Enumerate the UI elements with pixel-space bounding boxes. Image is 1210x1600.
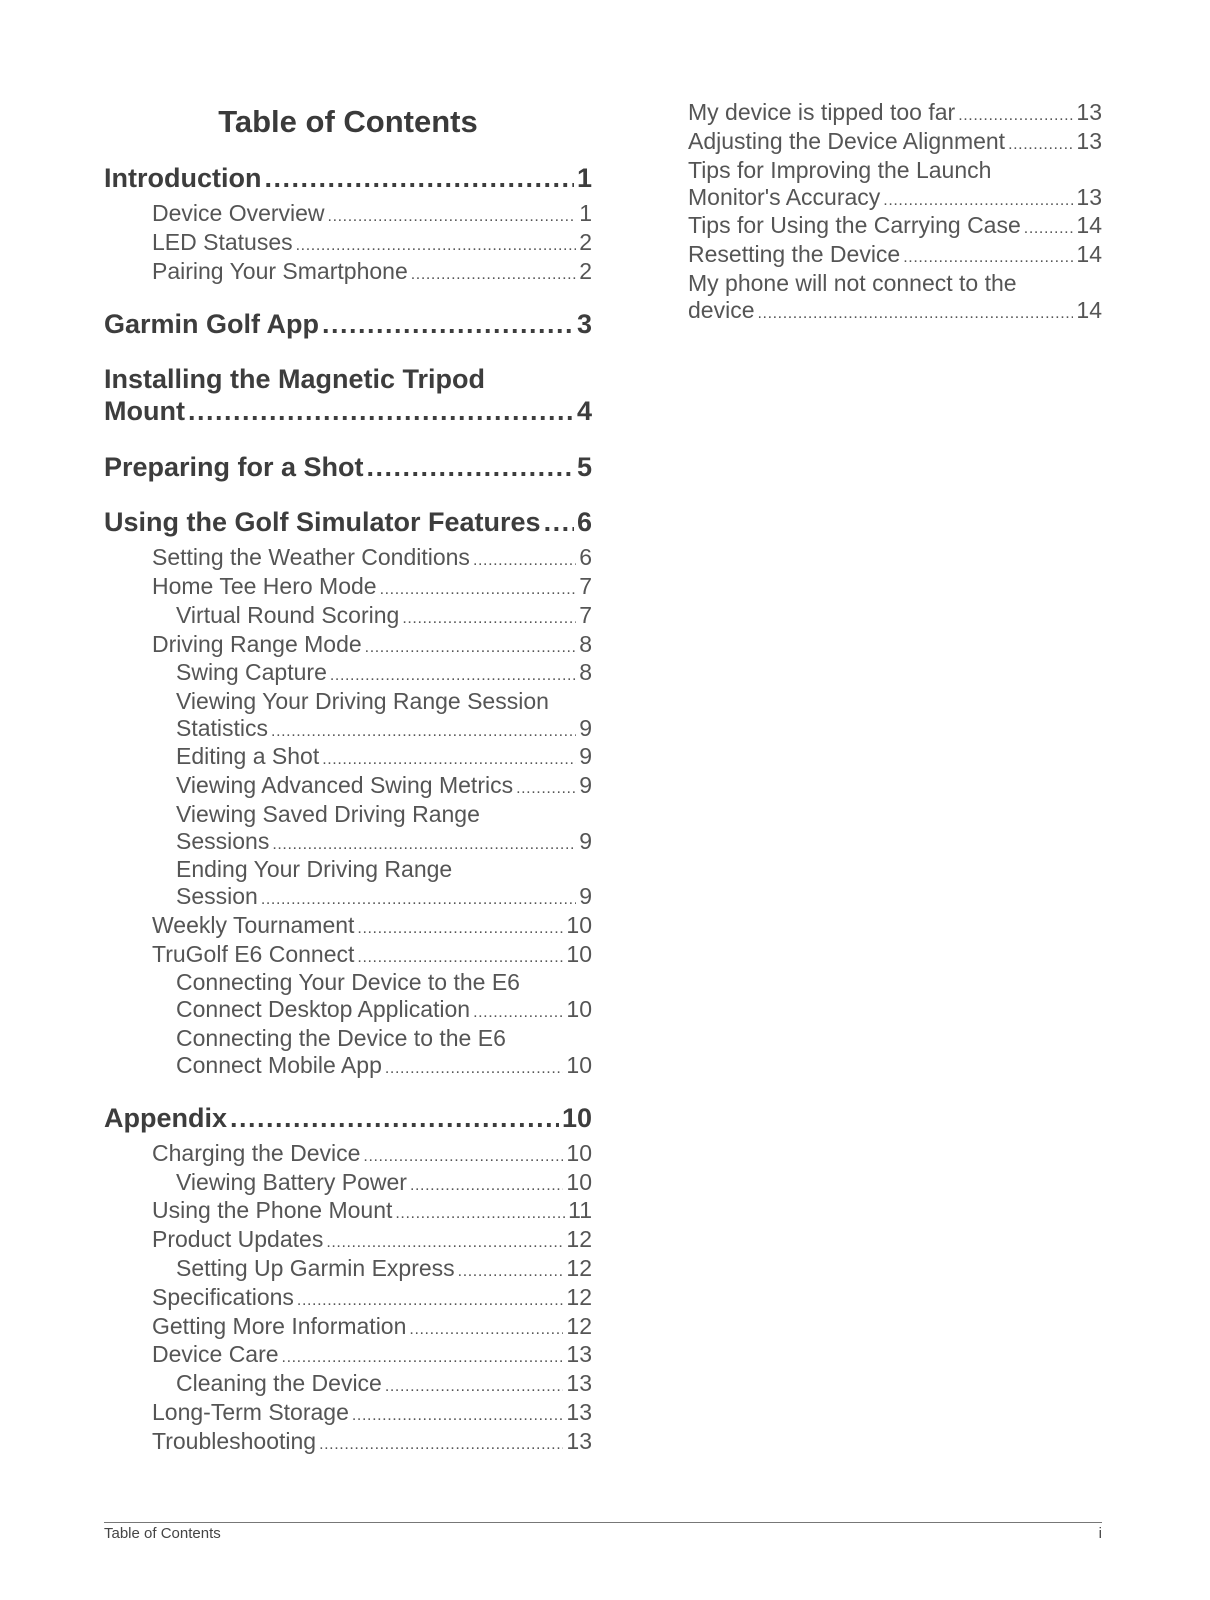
dot-leader [411,261,576,288]
toc-entry-title: Resetting the Device [688,241,901,267]
toc-entry-title: Troubleshooting [152,1428,317,1454]
toc-entry-title: Viewing Battery Power [176,1169,407,1195]
footer-page-number: i [1098,1525,1102,1542]
toc-page-number: 10 [566,1169,592,1195]
toc-entry-title: Sessions [176,828,270,854]
toc-page-number: 13 [1076,99,1102,125]
dot-leader [297,1287,563,1314]
dot-leader [367,451,574,483]
dot-leader [230,1102,559,1134]
dot-leader [1024,215,1074,242]
toc-entry-title: Tips for Using the Carrying Case [688,212,1021,238]
dot-leader [385,1373,564,1400]
toc-entry-title: Setting the Weather Conditions [152,544,470,570]
toc-entry-title: Garmin Golf App [104,309,319,339]
dot-leader [409,1316,563,1343]
dot-leader [385,1055,564,1082]
dot-leader [282,1344,564,1371]
dot-leader [326,1229,563,1256]
toc-entry-title: Connecting the Device to the E6 [176,1025,506,1051]
dot-leader [757,300,1073,327]
dot-leader [903,244,1073,271]
dot-leader [958,102,1073,129]
toc-page-number: 1 [579,200,592,226]
toc-page-number: 12 [566,1284,592,1310]
dot-leader [272,831,576,858]
toc-entry-title: Adjusting the Device Alignment [688,128,1006,154]
toc-entry-title: Viewing Saved Driving Range [176,801,480,827]
toc-page-number: 10 [566,912,592,938]
toc-page-number: 14 [1076,212,1102,238]
toc-page-number: 6 [576,507,592,537]
toc-page-number: 13 [566,1399,592,1425]
toc-page-number: 10 [566,941,592,967]
dot-leader [410,1172,563,1199]
toc-page-number: 13 [1076,128,1102,154]
toc-entry-title: Editing a Shot [176,743,320,769]
toc-entry-title: LED Statuses [152,229,293,255]
toc-entry-title: Long-Term Storage [152,1399,349,1425]
toc-entry-title: Viewing Your Driving Range Session [176,688,549,714]
toc-page-number: 13 [566,1370,592,1396]
toc-entry-title: Preparing for a Shot [104,452,364,482]
dot-leader [319,1431,563,1458]
toc-page-number: 11 [568,1197,592,1223]
toc-page-number: 14 [1076,297,1102,323]
toc-page-number: 13 [1076,184,1102,210]
toc-page-number: 10 [566,1052,592,1078]
dot-leader [330,662,576,689]
toc-page-number: 9 [579,883,592,909]
toc-entry-title: Driving Range Mode [152,631,362,657]
toc-entry-title: Using the Golf Simulator Features [104,507,541,537]
toc-page-number: 3 [576,309,592,339]
toc-entry-title: My phone will not connect to the [688,270,1017,296]
dot-leader [357,915,563,942]
dot-leader [357,944,563,971]
dot-leader [1008,131,1073,158]
dot-leader [365,634,577,661]
footer-divider [104,1522,1102,1523]
dot-leader [458,1258,564,1285]
toc-page-number: 5 [576,452,592,482]
toc-entry-title: Connect Desktop Application [176,996,471,1022]
dot-leader [322,746,576,773]
toc-page-number: 7 [579,602,592,628]
toc-entry-title: Using the Phone Mount [152,1197,393,1223]
toc-page-number: 9 [579,743,592,769]
toc-page-number: 8 [579,659,592,685]
toc-entry-title: Mount [104,396,185,426]
toc-page-number: 10 [561,1103,592,1133]
dot-leader [363,1143,563,1170]
dot-leader [296,232,577,259]
toc-entry-title: Appendix [104,1103,228,1133]
toc-entry-title: Connecting Your Device to the E6 [176,969,520,995]
toc-entry-title: Virtual Round Scoring [176,602,400,628]
dot-leader [883,187,1073,214]
toc-entry-title: Getting More Information [152,1313,407,1339]
toc-entry-title: Connect Mobile App [176,1052,382,1078]
dot-leader [322,308,574,340]
toc-entry-title: Introduction [104,163,262,193]
dot-leader [473,999,563,1026]
toc-entry-title: Charging the Device [152,1140,361,1166]
toc-entry-title: Session [176,883,258,909]
toc-page-number: 8 [579,631,592,657]
dot-leader [544,506,574,538]
toc-page-number: 4 [576,396,592,426]
toc-page-number: 13 [566,1428,592,1454]
footer-section-title: Table of Contents [104,1525,221,1542]
toc-entry-title: Swing Capture [176,659,327,685]
dot-leader [380,576,577,603]
toc-entry-title: Monitor's Accuracy [688,184,881,210]
toc-page-number: 14 [1076,241,1102,267]
toc-entry-title: Installing the Magnetic Tripod [104,364,486,394]
dot-leader [516,775,576,802]
toc-entry-title: Viewing Advanced Swing Metrics [176,772,514,798]
dot-leader [261,886,576,913]
toc-entry-title: Device Overview [152,200,325,226]
dot-leader [402,605,576,632]
toc-page-number: 9 [579,772,592,798]
toc-page-number: 13 [566,1341,592,1367]
toc-entry-title: Ending Your Driving Range [176,856,453,882]
dot-leader [473,547,576,574]
dot-leader [328,203,577,230]
toc-page-number: 10 [566,996,592,1022]
dot-leader [352,1402,564,1429]
toc-entry-title: Specifications [152,1284,294,1310]
toc-entry-title: Pairing Your Smartphone [152,258,408,284]
toc-page-number: 12 [566,1226,592,1252]
toc-page-number: 2 [579,258,592,284]
toc-entry-title: Weekly Tournament [152,912,355,938]
toc-page-number: 1 [576,163,592,193]
toc-page-number: 10 [566,1140,592,1166]
toc-entry-title: device [688,297,755,323]
dot-leader [271,718,576,745]
toc-page-number: 6 [579,544,592,570]
dot-leader [264,162,574,194]
dot-leader [188,395,574,427]
toc-entry-title: Cleaning the Device [176,1370,382,1396]
toc-page-number: 9 [579,828,592,854]
toc-entry-title: Product Updates [152,1226,324,1252]
toc-entry-title: My device is tipped too far [688,99,956,125]
page-title: Table of Contents [218,104,478,139]
toc-entry-title: Tips for Improving the Launch [688,157,992,183]
toc-entry-title: Home Tee Hero Mode [152,573,377,599]
toc-page-number: 12 [566,1313,592,1339]
dot-leader [395,1200,565,1227]
toc-entry-title: Setting Up Garmin Express [176,1255,455,1281]
toc-entry-title: TruGolf E6 Connect [152,941,355,967]
toc-entry-title: Statistics [176,715,269,741]
toc-page-number: 2 [579,229,592,255]
toc-page-number: 9 [579,715,592,741]
toc-entry-title: Device Care [152,1341,279,1367]
toc-page-number: 12 [566,1255,592,1281]
toc-page-number: 7 [579,573,592,599]
